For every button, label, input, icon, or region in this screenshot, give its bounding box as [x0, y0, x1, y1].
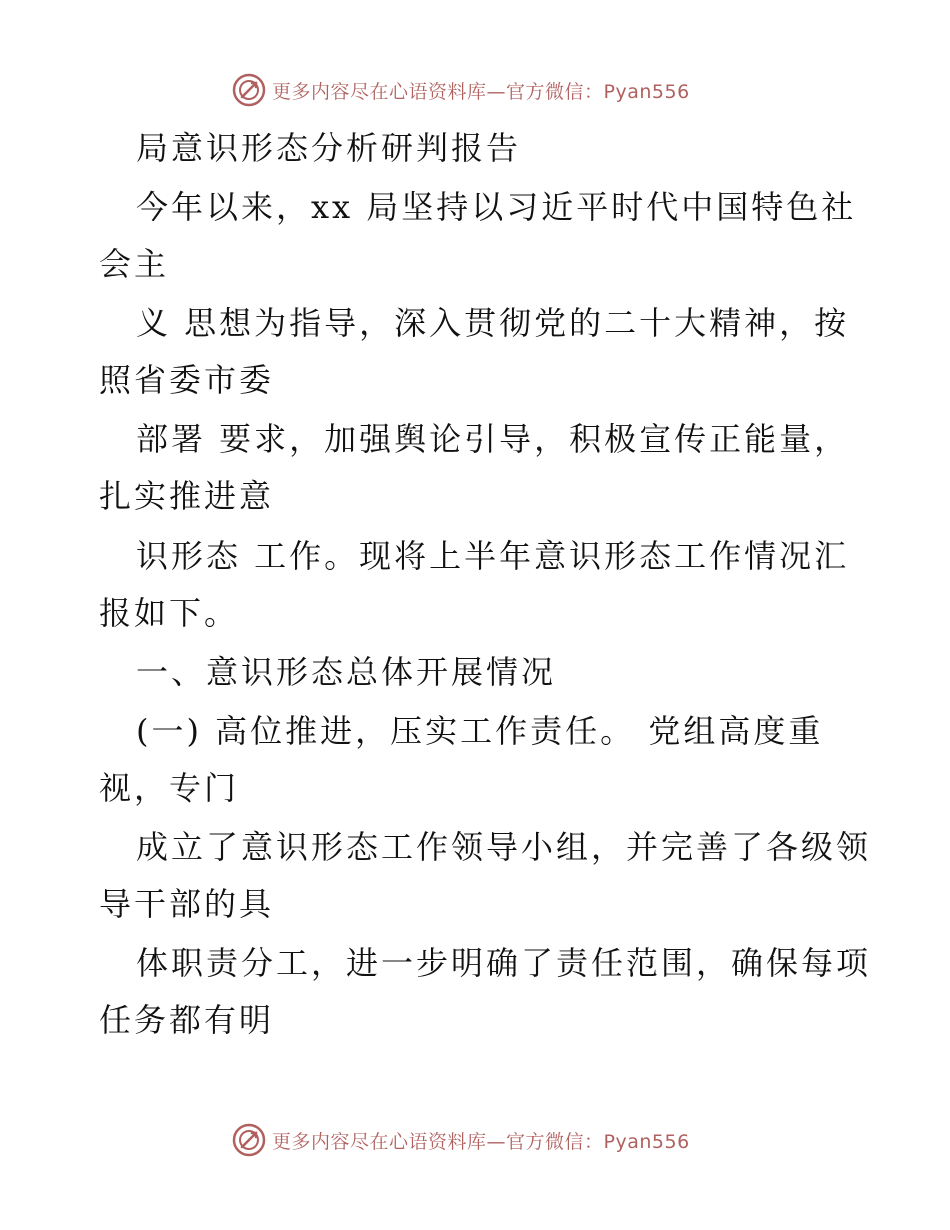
paragraph-line: 成立了意识形态工作领导小组，并完善了各级领 [136, 828, 872, 866]
paragraph-line: 义 思想为指导，深入贯彻党的二十大精神，按 [136, 304, 850, 342]
paragraph-line: 视，专门 [99, 769, 240, 807]
watermark-footer [232, 1122, 690, 1158]
paragraph-line: 会主 [99, 245, 170, 283]
paragraph-line: 扎实推进意 [99, 477, 275, 515]
paragraph-line: 识形态 工作。现将上半年意识形态工作情况汇 [136, 537, 850, 575]
paragraph-line: 今年以来，xx 局坚持以习近平时代中国特色社 [136, 188, 857, 226]
watermark-text: 更多内容尽在心语资料库—官方微信：Pyan556 [272, 1130, 690, 1153]
paragraph-line: 体职责分工，进一步明确了责任范围，确保每项 [136, 944, 872, 982]
subsection-heading: (一) 高位推进，压实工作责任。 党组高度重 [136, 712, 824, 750]
paragraph-line: 部署 要求，加强舆论引导，积极宣传正能量， [136, 420, 850, 458]
document-title: 局意识形态分析研判报告 [136, 129, 522, 167]
paragraph-line: 报如下。 [99, 594, 240, 632]
paragraph-line: 照省委市委 [99, 361, 275, 399]
paragraph-line: 导干部的具 [99, 885, 275, 923]
seal-logo-icon [232, 1123, 266, 1157]
paragraph-line: 任务都有明 [99, 1001, 275, 1039]
section-heading: 一、意识形态总体开展情况 [136, 653, 557, 691]
watermark-text: 更多内容尽在心语资料库—官方微信：Pyan556 [272, 80, 690, 103]
